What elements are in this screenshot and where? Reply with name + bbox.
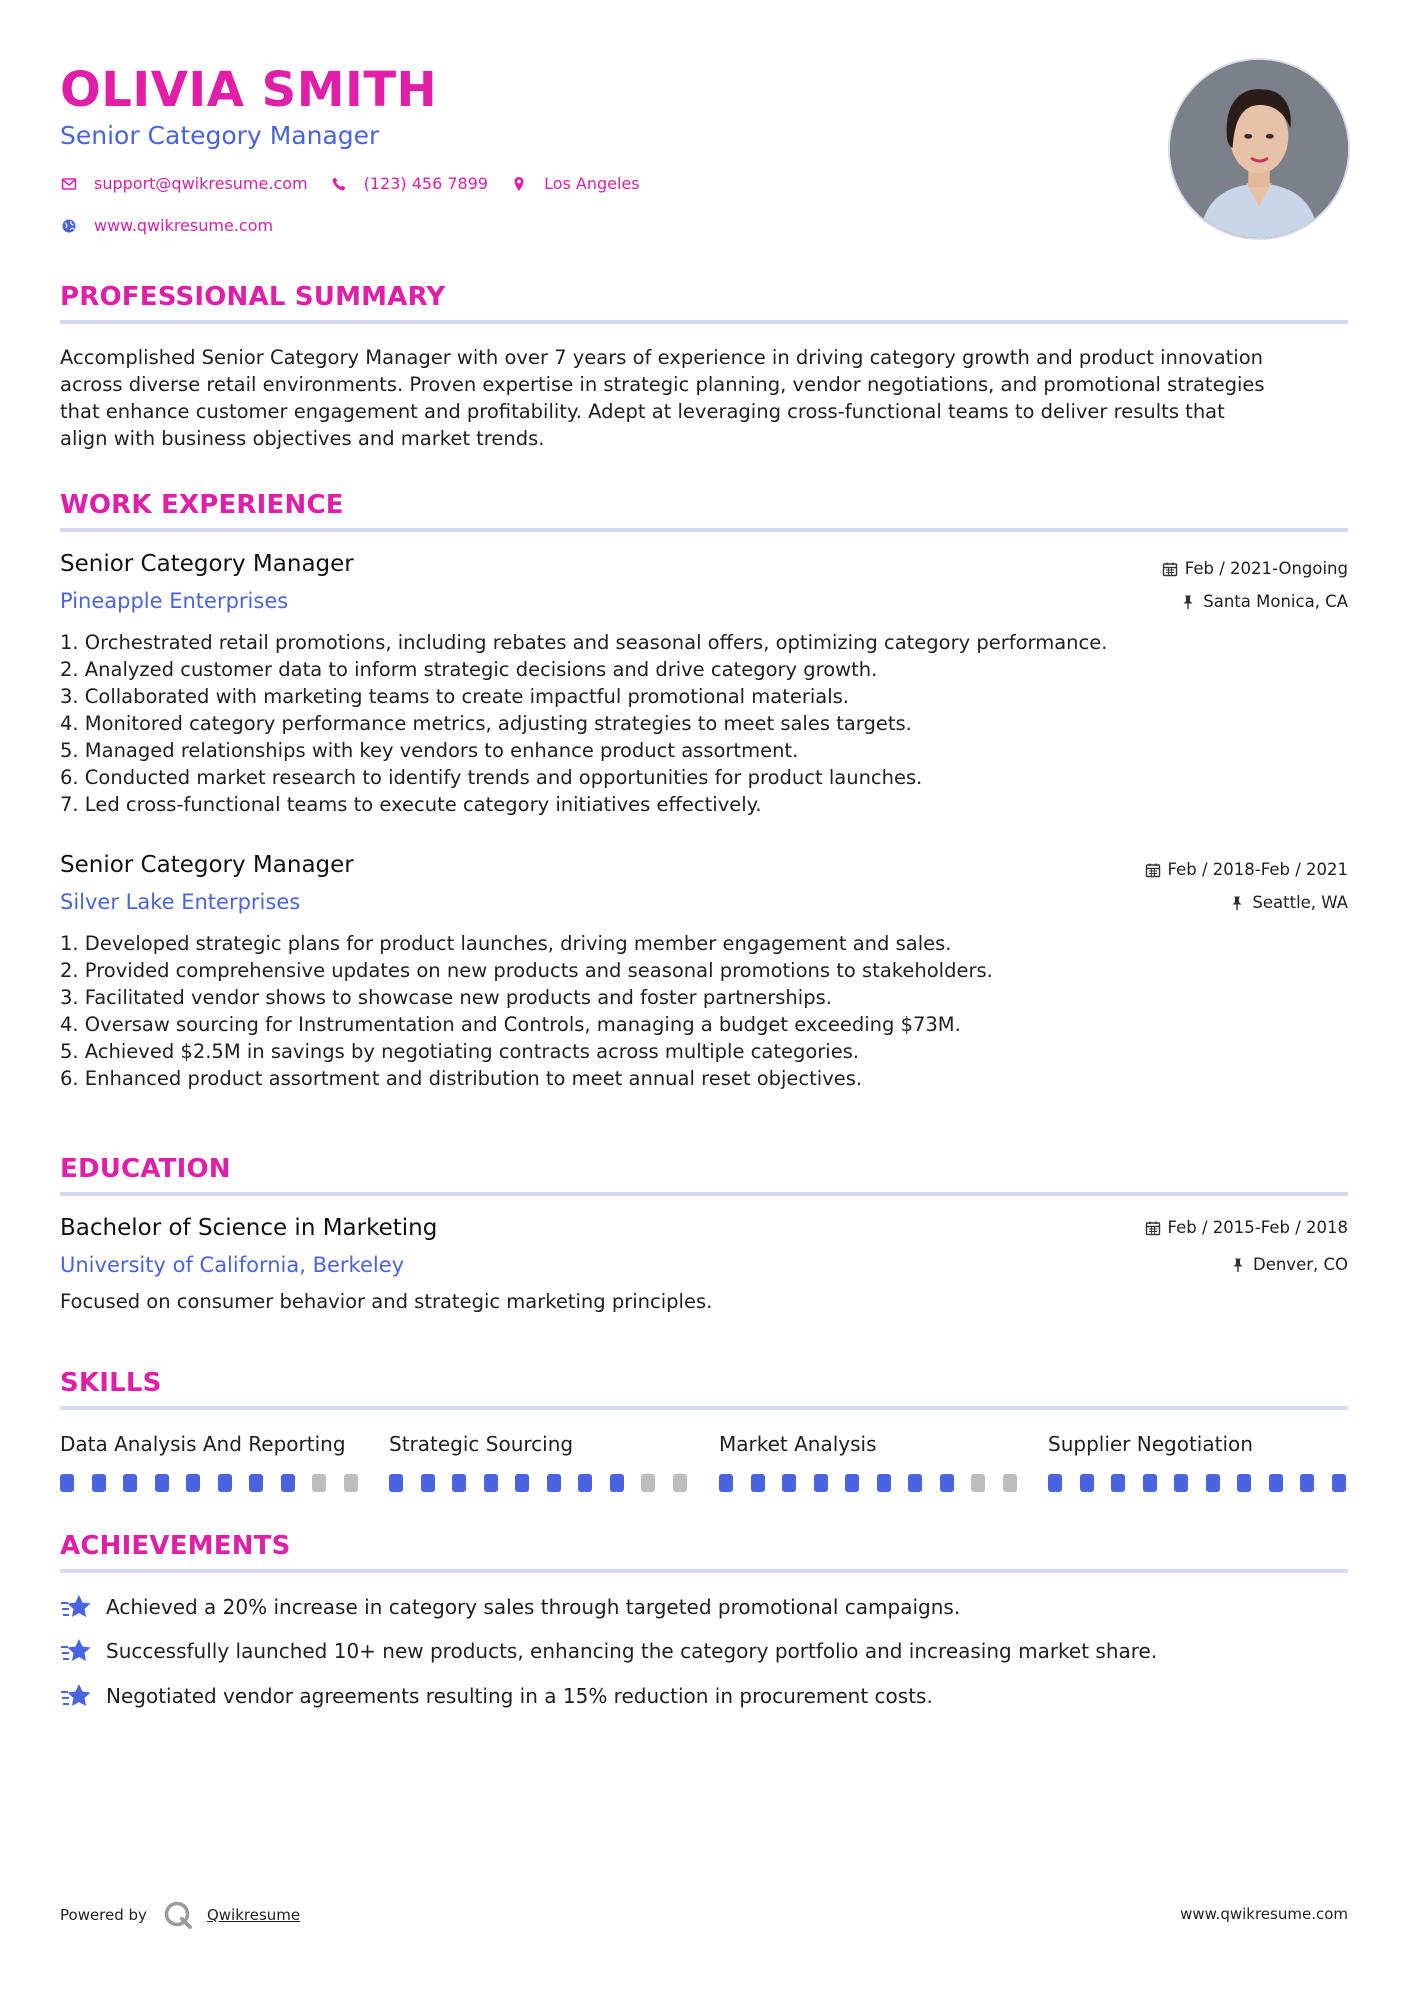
summary-line: align with business objectives and market trends. bbox=[60, 427, 545, 450]
skill-dot-filled bbox=[218, 1474, 232, 1492]
skill-dot-filled bbox=[452, 1474, 466, 1492]
skill-dot-empty bbox=[673, 1474, 687, 1492]
candidate-role: Senior Category Manager bbox=[60, 121, 380, 150]
contact-email[interactable] bbox=[60, 172, 308, 196]
contact-location bbox=[510, 172, 640, 196]
skill-dot-filled bbox=[249, 1474, 263, 1492]
list-item: 6. Enhanced product assortment and distribution to meet annual reset objectives. bbox=[60, 1067, 863, 1090]
skill-dot-filled bbox=[1174, 1474, 1188, 1492]
achievement-text: Achieved a 20% increase in category sales through targeted promotional campaigns. bbox=[106, 1595, 961, 1619]
skill-dot-filled bbox=[578, 1474, 592, 1492]
skill-name: Supplier Negotiation bbox=[1048, 1432, 1253, 1456]
skill-dot-filled bbox=[719, 1474, 733, 1492]
education-heading: EDUCATION bbox=[60, 1154, 231, 1184]
skill-name: Market Analysis bbox=[719, 1432, 877, 1456]
summary-text bbox=[60, 344, 1350, 452]
qwikresume-logo-icon bbox=[163, 1900, 193, 1930]
skill-dot-filled bbox=[1237, 1474, 1251, 1492]
skill-item bbox=[1048, 1430, 1348, 1458]
job-location-text: Seattle, WA bbox=[1252, 893, 1348, 912]
skill-dot-filled bbox=[281, 1474, 295, 1492]
skill-dot-empty bbox=[1003, 1474, 1017, 1492]
job-bullets bbox=[60, 930, 1350, 1092]
achievements-heading: ACHIEVEMENTS bbox=[60, 1531, 291, 1561]
school-name: University of California, Berkeley bbox=[60, 1253, 405, 1277]
skill-rating bbox=[719, 1474, 1019, 1494]
phone-icon bbox=[330, 175, 348, 193]
job-dates-text: Feb / 2021-Ongoing bbox=[1184, 559, 1348, 578]
skill-dot-empty bbox=[344, 1474, 358, 1492]
list-item: 2. Provided comprehensive updates on new products and seasonal promotions to stakeholders. bbox=[60, 959, 993, 982]
degree-title: Bachelor of Science in Marketing bbox=[60, 1215, 438, 1241]
job-dates bbox=[1145, 859, 1348, 881]
skill-name: Strategic Sourcing bbox=[389, 1432, 574, 1456]
star-icon bbox=[60, 1681, 92, 1711]
globe-icon bbox=[60, 217, 78, 235]
envelope-icon bbox=[60, 175, 78, 193]
list-item: 6. Conducted market research to identify trends and opportunities for product launches. bbox=[60, 766, 923, 789]
education-dates bbox=[1145, 1217, 1348, 1239]
skills-divider bbox=[60, 1406, 1348, 1410]
phone-text[interactable]: (123) 456 7899 bbox=[363, 174, 489, 193]
star-icon bbox=[60, 1592, 92, 1622]
list-item: 1. Developed strategic plans for product launches, driving member engagement and sales. bbox=[60, 932, 952, 955]
skill-dot-empty bbox=[641, 1474, 655, 1492]
footer-powered-by bbox=[60, 1900, 300, 1930]
skill-rating bbox=[389, 1474, 689, 1494]
skill-dot-filled bbox=[751, 1474, 765, 1492]
experience-divider bbox=[60, 528, 1348, 532]
skill-dot-filled bbox=[60, 1474, 74, 1492]
summary-line: that enhance customer engagement and profitability. Adept at leveraging cross-functional teams to deliver results that bbox=[60, 400, 1225, 423]
skill-dot-filled bbox=[782, 1474, 796, 1492]
list-item: 3. Collaborated with marketing teams to create impactful promotional materials. bbox=[60, 685, 850, 708]
website-text[interactable]: www.qwikresume.com bbox=[94, 216, 274, 235]
candidate-name: OLIVIA SMITH bbox=[60, 62, 438, 118]
contact-phone[interactable] bbox=[330, 172, 488, 196]
skill-dot-filled bbox=[1048, 1474, 1062, 1492]
skill-dot-filled bbox=[92, 1474, 106, 1492]
achievement-item bbox=[60, 1681, 933, 1711]
summary-line: across diverse retail environments. Proven expertise in strategic planning, vendor negotiations, and promotional strategies bbox=[60, 373, 1265, 396]
skill-dot-filled bbox=[845, 1474, 859, 1492]
skill-dot-empty bbox=[312, 1474, 326, 1492]
pushpin-icon bbox=[1229, 895, 1245, 911]
email-text[interactable]: support@qwikresume.com bbox=[94, 174, 308, 193]
skill-dot-filled bbox=[610, 1474, 624, 1492]
calendar-icon bbox=[1145, 862, 1161, 878]
contact-row-secondary bbox=[60, 214, 662, 238]
experience-heading: WORK EXPERIENCE bbox=[60, 490, 344, 520]
job-dates bbox=[1162, 558, 1348, 580]
list-item: 1. Orchestrated retail promotions, including rebates and seasonal offers, optimizing category performance. bbox=[60, 631, 1108, 654]
job-location bbox=[1229, 892, 1348, 914]
skill-dot-filled bbox=[421, 1474, 435, 1492]
education-location-text: Denver, CO bbox=[1252, 1255, 1348, 1274]
list-item: 5. Achieved $2.5M in savings by negotiating contracts across multiple categories. bbox=[60, 1040, 860, 1063]
list-item: 3. Facilitated vendor shows to showcase new products and foster partnerships. bbox=[60, 986, 832, 1009]
skill-dot-filled bbox=[908, 1474, 922, 1492]
achievement-item bbox=[60, 1592, 960, 1622]
pushpin-icon bbox=[1180, 594, 1196, 610]
skill-rating bbox=[60, 1474, 360, 1494]
skill-dot-filled bbox=[814, 1474, 828, 1492]
job-title: Senior Category Manager bbox=[60, 852, 354, 878]
job-company: Pineapple Enterprises bbox=[60, 589, 289, 613]
star-icon bbox=[60, 1636, 92, 1666]
skill-item bbox=[719, 1430, 1019, 1458]
education-location bbox=[1230, 1254, 1348, 1276]
skill-name: Data Analysis And Reporting bbox=[60, 1432, 346, 1456]
education-dates-text: Feb / 2015-Feb / 2018 bbox=[1167, 1218, 1348, 1237]
list-item: 4. Monitored category performance metrics, adjusting strategies to meet sales targets. bbox=[60, 712, 912, 735]
skill-dot-filled bbox=[1269, 1474, 1283, 1492]
list-item: 4. Oversaw sourcing for Instrumentation and Controls, managing a budget exceeding $73M. bbox=[60, 1013, 961, 1036]
summary-line: Accomplished Senior Category Manager with over 7 years of experience in driving category growth and product innovation bbox=[60, 346, 1264, 369]
pushpin-icon bbox=[1230, 1257, 1246, 1273]
contact-block bbox=[60, 172, 662, 256]
profile-photo bbox=[1168, 58, 1350, 240]
list-item: 2. Analyzed customer data to inform strategic decisions and drive category growth. bbox=[60, 658, 878, 681]
powered-by-label: Powered by bbox=[60, 1906, 147, 1924]
summary-divider bbox=[60, 320, 1348, 324]
skill-dot-filled bbox=[515, 1474, 529, 1492]
skill-dot-filled bbox=[1300, 1474, 1314, 1492]
achievements-divider bbox=[60, 1569, 1348, 1573]
skill-dot-filled bbox=[389, 1474, 403, 1492]
list-item: 7. Led cross-functional teams to execute category initiatives effectively. bbox=[60, 793, 762, 816]
map-pin-icon bbox=[510, 175, 528, 193]
calendar-icon bbox=[1145, 1220, 1161, 1236]
skill-dot-filled bbox=[877, 1474, 891, 1492]
education-divider bbox=[60, 1192, 1348, 1196]
qwikresume-link[interactable]: Qwikresume bbox=[206, 1906, 301, 1924]
skills-heading: SKILLS bbox=[60, 1368, 162, 1398]
job-bullets bbox=[60, 629, 1350, 818]
achievement-text: Negotiated vendor agreements resulting in a 15% reduction in procurement costs. bbox=[106, 1684, 933, 1708]
skill-dot-filled bbox=[123, 1474, 137, 1492]
job-location bbox=[1180, 591, 1348, 613]
contact-website[interactable] bbox=[60, 214, 273, 238]
location-text: Los Angeles bbox=[544, 174, 640, 193]
job-dates-text: Feb / 2018-Feb / 2021 bbox=[1167, 860, 1348, 879]
skill-dot-filled bbox=[547, 1474, 561, 1492]
contact-row-primary bbox=[60, 172, 662, 196]
skill-dot-filled bbox=[484, 1474, 498, 1492]
skill-dot-filled bbox=[186, 1474, 200, 1492]
job-location-text: Santa Monica, CA bbox=[1203, 592, 1348, 611]
education-description: Focused on consumer behavior and strategic marketing principles. bbox=[60, 1290, 713, 1313]
skill-dot-filled bbox=[1143, 1474, 1157, 1492]
skill-dot-empty bbox=[971, 1474, 985, 1492]
skill-item bbox=[389, 1430, 689, 1458]
skill-dot-filled bbox=[1080, 1474, 1094, 1492]
skill-item bbox=[60, 1430, 360, 1458]
skill-dot-filled bbox=[155, 1474, 169, 1492]
skill-dot-filled bbox=[940, 1474, 954, 1492]
skill-dot-filled bbox=[1332, 1474, 1346, 1492]
footer-website[interactable]: www.qwikresume.com bbox=[1180, 1905, 1348, 1923]
calendar-icon bbox=[1162, 561, 1178, 577]
job-company: Silver Lake Enterprises bbox=[60, 890, 301, 914]
skill-dot-filled bbox=[1206, 1474, 1220, 1492]
achievement-item bbox=[60, 1636, 1157, 1666]
summary-heading: PROFESSIONAL SUMMARY bbox=[60, 282, 446, 312]
skill-dot-filled bbox=[1111, 1474, 1125, 1492]
achievement-text: Successfully launched 10+ new products, enhancing the category portfolio and increasing market share. bbox=[106, 1639, 1158, 1663]
job-title: Senior Category Manager bbox=[60, 551, 354, 577]
list-item: 5. Managed relationships with key vendors to enhance product assortment. bbox=[60, 739, 799, 762]
skill-rating bbox=[1048, 1474, 1348, 1494]
